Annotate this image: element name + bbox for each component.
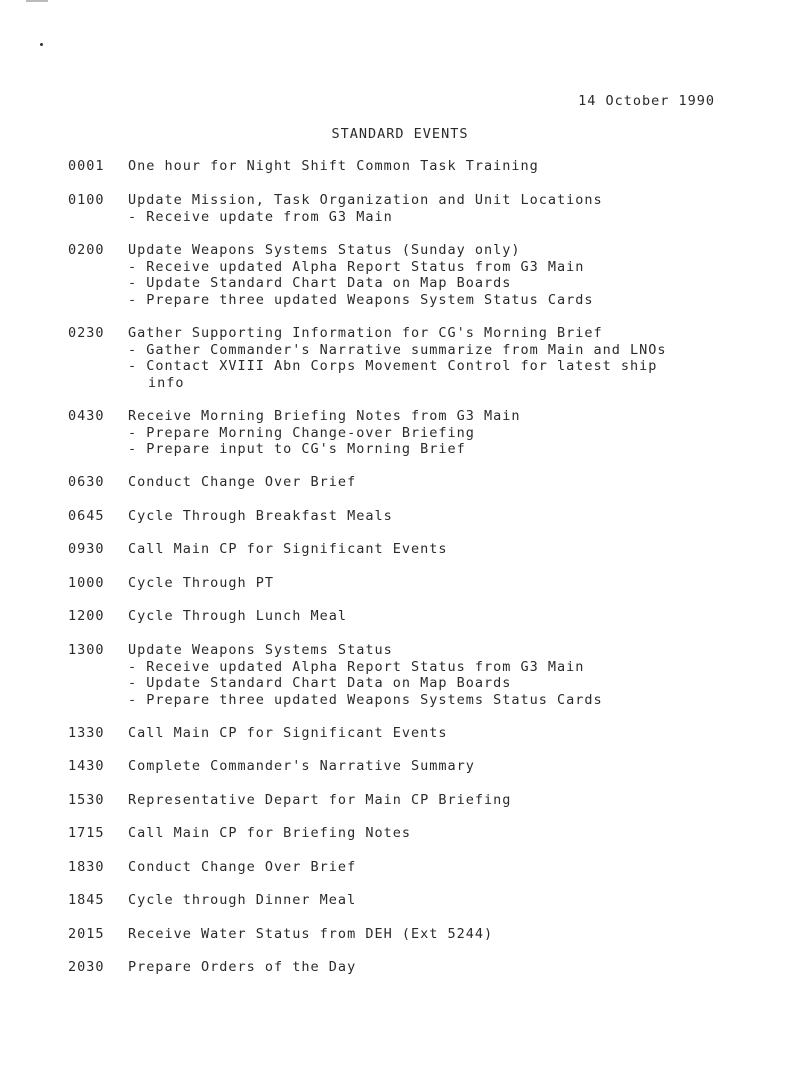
event-time: 0645 (68, 507, 105, 524)
event-row (68, 758, 788, 775)
event-subitem-continuation: info (148, 374, 185, 391)
event-subitem: - Update Standard Chart Data on Map Boards (128, 675, 512, 691)
event-time: 0200 (68, 241, 105, 258)
event-title: Call Main CP for Briefing Notes (128, 825, 411, 841)
event-subitem: - Contact XVIII Abn Corps Movement Control for latest ship (128, 358, 658, 374)
event-time: 1330 (68, 724, 105, 741)
event-body (128, 725, 788, 742)
scan-dot (40, 43, 43, 46)
event-time: 0630 (68, 474, 105, 490)
event-row (68, 642, 788, 709)
event-time: 1000 (68, 574, 105, 591)
event-row (68, 325, 788, 392)
event-title: Receive Water Status from DEH (Ext 5244) (128, 925, 494, 942)
event-row (68, 926, 788, 943)
event-title: Conduct Change Over Brief (128, 858, 357, 875)
document-title: STANDARD EVENTS (331, 126, 469, 142)
event-title: Complete Commander's Narrative Summary (128, 758, 475, 774)
event-body (128, 926, 788, 943)
event-time: 0100 (68, 191, 105, 208)
event-body (128, 642, 788, 709)
event-row (68, 859, 788, 876)
event-body (128, 508, 788, 525)
event-time: 1845 (68, 892, 105, 908)
event-row (68, 725, 788, 742)
event-title: Cycle Through PT (128, 574, 275, 591)
event-row (68, 959, 788, 976)
event-body (128, 541, 788, 558)
event-row (68, 408, 788, 458)
event-title: Call Main CP for Significant Events (128, 541, 448, 557)
event-body (128, 959, 788, 976)
event-time: 0430 (68, 407, 105, 424)
event-row (68, 158, 788, 175)
event-time: 0930 (68, 541, 105, 557)
event-title: Receive Morning Briefing Notes from G3 Main (128, 407, 521, 424)
event-time: 2015 (68, 925, 105, 942)
event-time: 1530 (68, 791, 105, 808)
event-title: Representative Depart for Main CP Briefing (128, 791, 512, 808)
event-title: Gather Supporting Information for CG's Morning Brief (128, 324, 603, 341)
event-body (128, 792, 788, 809)
event-time: 1200 (68, 608, 105, 624)
document-date: 14 October 1990 (578, 93, 715, 109)
event-subitem: - Update Standard Chart Data on Map Boards (128, 275, 512, 291)
event-title: Prepare Orders of the Day (128, 959, 357, 975)
event-title: Update Weapons Systems Status (128, 641, 393, 658)
event-subitem: - Receive updated Alpha Report Status from G3 Main (128, 258, 585, 275)
event-row (68, 541, 788, 558)
event-body (128, 859, 788, 876)
event-row (68, 608, 788, 625)
event-subitem: - Prepare Morning Change-over Briefing (128, 424, 475, 441)
event-time: 1715 (68, 825, 105, 841)
event-body (128, 325, 788, 392)
scan-mark (26, 0, 48, 2)
event-body (128, 474, 788, 491)
event-time: 0001 (68, 158, 105, 174)
event-subitem: - Prepare three updated Weapons Systems Status Cards (128, 691, 603, 708)
event-title: One hour for Night Shift Common Task Training (128, 158, 539, 174)
event-subitem: - Receive update from G3 Main (128, 208, 393, 225)
event-row (68, 825, 788, 842)
event-body (128, 242, 788, 309)
event-body (128, 408, 788, 458)
event-row (68, 474, 788, 491)
event-subitem: - Prepare three updated Weapons System Status Cards (128, 291, 594, 308)
events-list (68, 158, 788, 993)
event-body (128, 825, 788, 842)
event-row (68, 575, 788, 592)
event-title: Conduct Change Over Brief (128, 474, 357, 490)
event-time: 1300 (68, 641, 105, 658)
event-row (68, 892, 788, 909)
event-row (68, 242, 788, 309)
event-title: Update Mission, Task Organization and Unit Locations (128, 191, 603, 208)
event-body (128, 158, 788, 175)
event-body (128, 892, 788, 909)
event-body (128, 608, 788, 625)
event-time: 1430 (68, 758, 105, 774)
event-title: Call Main CP for Significant Events (128, 724, 448, 741)
event-time: 2030 (68, 959, 105, 975)
event-body (128, 192, 788, 226)
event-subitem: - Prepare input to CG's Morning Brief (128, 441, 466, 457)
event-time: 0230 (68, 324, 105, 341)
event-row (68, 508, 788, 525)
event-body (128, 758, 788, 775)
event-row (68, 192, 788, 226)
event-body (128, 575, 788, 592)
event-title: Cycle Through Lunch Meal (128, 608, 348, 624)
event-title: Cycle through Dinner Meal (128, 892, 357, 908)
event-time: 1830 (68, 858, 105, 875)
event-subitem: - Gather Commander's Narrative summarize from Main and LNOs (128, 341, 667, 358)
event-subitem: - Receive updated Alpha Report Status from G3 Main (128, 658, 585, 675)
event-title: Cycle Through Breakfast Meals (128, 507, 393, 524)
event-row (68, 792, 788, 809)
event-title: Update Weapons Systems Status (Sunday only) (128, 241, 521, 258)
